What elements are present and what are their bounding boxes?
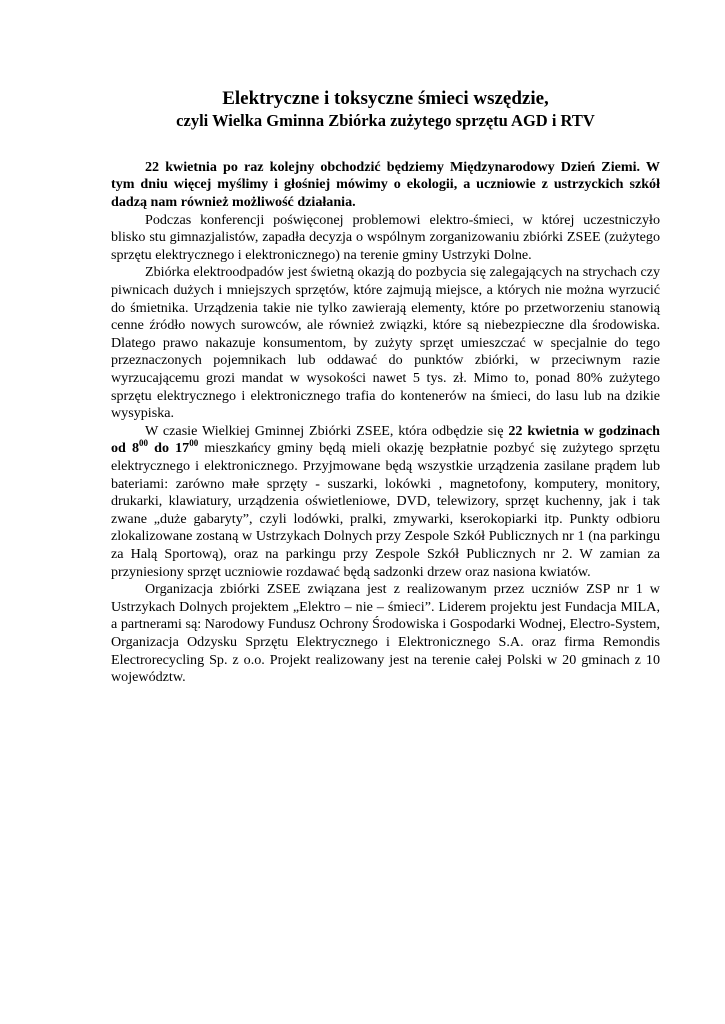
- document-page: [111, 88, 660, 687]
- event-intro-text: W czasie Wielkiej Gminnej Zbiórki ZSEE, która odbędzie się: [145, 422, 509, 439]
- event-start-minutes: 00: [139, 438, 149, 449]
- article-body: [111, 159, 660, 687]
- event-end-text: do 17: [148, 440, 190, 457]
- lead-paragraph: [111, 159, 660, 212]
- event-paragraph: [111, 423, 660, 581]
- collection-text: Zbiórka elektroodpadów jest świetną okazją do pozbycia się zalegających na strychach czy piwnicach dużych i mniejszych sprzętów, które zajmują miejsce, a których nie można wyrzucić do śmietnika. Urządzenia takie nie tylko zawierają elementy, które po przetworzeniu stanowią cenne źródło nowych surowców, ale również związki, które są niebezpieczne dla środowiska. Dlatego prawo nakazuje konsumentom, by zużyty sprzęt umieszczać w specjalnie do tego przeznaczonych pojemnikach lub oddawać do punktów zbiórki, w przeciwnym razie wyrzucającemu grozi mandat w wysokości nawet 5 tys. zł. Mimo to, ponad 80% zużytego sprzętu elektrycznego i elektronicznego trafia do kontenerów na śmieci, do lasu lub na dzikie wysypiska.: [111, 264, 660, 422]
- collection-paragraph: [111, 264, 660, 422]
- organization-text: Organizacja zbiórki ZSEE związana jest z realizowanym przez uczniów ZSP nr 1 w Ustrzykach Dolnych projektem „Elektro – nie – śmieci”. Liderem projektu jest Fundacja MILA, a partnerami są: Narodowy Fundusz Ochrony Środowiska i Gospodarki Wodnej, Electro-System, Organizacja Odzysku Sprzętu Elektrycznego i Elektronicznego S.A. oraz firma Remondis Electrorecycling Sp. z o.o. Projekt realizowany jest na terenie całej Polski w 20 gminach z 10 województw.: [111, 581, 660, 686]
- conference-text: Podczas konferencji poświęconej problemowi elektro-śmieci, w której uczestniczyło blisko stu gimnazjalistów, zapadła decyzja o wspólnym zorganizowaniu zbiórki ZSEE (zużytego sprzętu elektrycznego i elektronicznego) na terenie gminy Ustrzyki Dolne.: [111, 211, 660, 263]
- event-end-minutes: 00: [189, 438, 199, 449]
- lead-text: 22 kwietnia po raz kolejny obchodzić będziemy Międzynarodowy Dzień Ziemi. W tym dniu więcej myślimy i głośniej mówimy o ekologii, a uczniowie z ustrzyckich szkół dadzą nam również możliwość działania.: [111, 158, 660, 211]
- conference-paragraph: [111, 212, 660, 265]
- title-line-2: czyli Wielka Gminna Zbiórka zużytego sprzętu AGD i RTV: [176, 111, 595, 131]
- event-rest-text: mieszkańcy gminy będą mieli okazję bezpłatnie pozbyć się zużytego sprzętu elektrycznego i elektronicznego. Przyjmowane będą wszystkie urządzenia zasilane prądem lub bateriami: zarówno małe sprzęty - suszarki, lokówki , magnetofony, komputery, monitory, drukarki, klawiatury, urządzenia oświetleniowe, DVD, telewizory, sprzęt kuchenny, jak i tak zwane „duże gabaryty”, czyli lodówki, pralki, zmywarki, kserokopiarki itp. Punkty odbioru zlokalizowane zostaną w Ustrzykach Dolnych przy Zespole Szkół Publicznych nr 1 (na parkingu za Halą Sportową), oraz na parkingu przy Zespole Szkół Publicznych nr 2. W zamian za przyniesiony sprzęt uczniowie rozdawać będą sadzonki drzew oraz nasiona kwiatów.: [111, 440, 660, 580]
- organization-paragraph: [111, 581, 660, 687]
- title-line-1: Elektryczne i toksyczne śmieci wszędzie,: [222, 88, 549, 109]
- event-date-text: 22 kwietnia w godzinach od 8: [111, 422, 661, 457]
- document-title: [111, 88, 660, 131]
